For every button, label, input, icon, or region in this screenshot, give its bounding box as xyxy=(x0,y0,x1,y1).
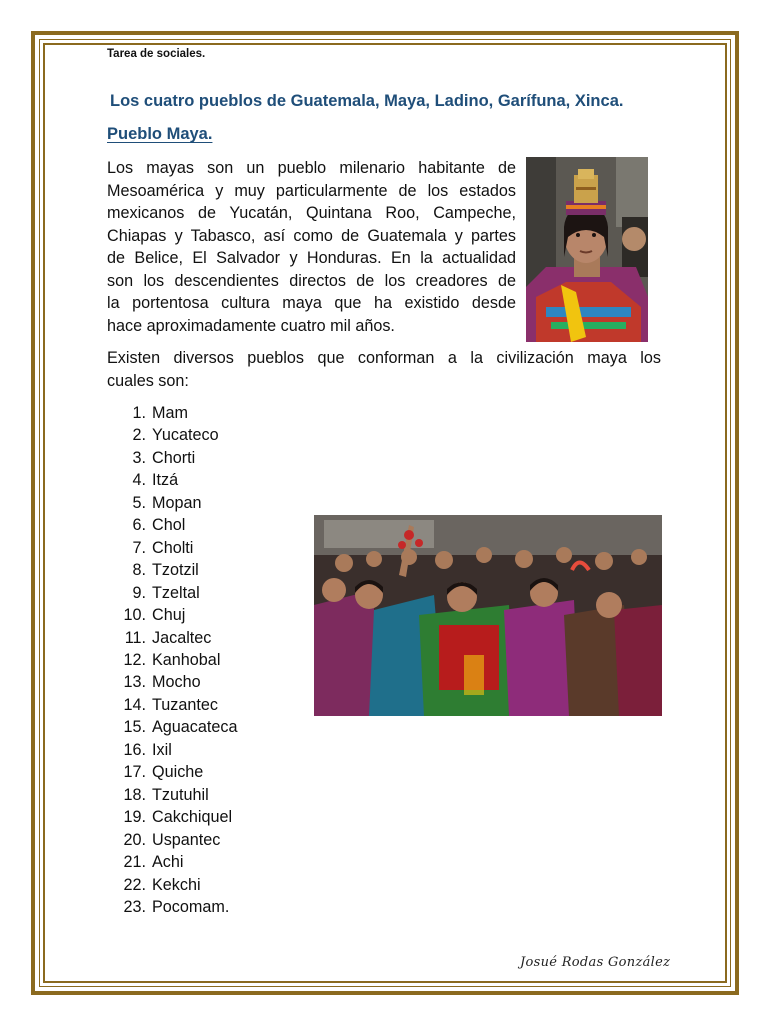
list-item xyxy=(110,829,238,851)
list-item-label: Pocomam. xyxy=(152,897,230,916)
paragraph-line: de Belice, El Salvador y Honduras. En la actualidad xyxy=(107,249,516,267)
list-item xyxy=(110,671,238,693)
list-item-label: Kanhobal xyxy=(152,650,221,669)
list-item-label: Aguacateca xyxy=(152,718,238,737)
list-item-label: Jacaltec xyxy=(152,628,212,647)
list-item xyxy=(110,874,238,896)
list-item-number: 23. xyxy=(123,897,146,916)
list-item-label: Yucateco xyxy=(152,426,219,445)
author-signature: Josué Rodas González xyxy=(520,955,671,970)
list-item-number: 15. xyxy=(123,718,146,737)
list-item-number: 19. xyxy=(123,808,146,827)
list-item-label: Cholti xyxy=(152,538,194,557)
paragraph-line: Los mayas son un pueblo milenario habitante de xyxy=(107,159,516,177)
header-note: Tarea de sociales. xyxy=(107,48,206,60)
list-item-number: 10. xyxy=(123,606,146,625)
pueblos-list xyxy=(110,402,238,918)
list-item xyxy=(110,716,238,738)
list-item-number: 5. xyxy=(132,493,146,512)
list-item-label: Mam xyxy=(152,404,188,422)
list-item-number: 7. xyxy=(132,538,146,557)
list-item-label: Uspantec xyxy=(152,830,221,849)
list-item-number: 20. xyxy=(123,830,146,849)
list-item xyxy=(110,447,238,469)
paragraph-line: Chiapas y Tabasco, así como de Guatemala y partes xyxy=(107,226,516,245)
list-item-number: 1. xyxy=(132,404,146,422)
list-item xyxy=(110,514,238,536)
list-item xyxy=(110,469,238,491)
list-item xyxy=(110,424,238,446)
list-item-label: Quiche xyxy=(152,763,204,782)
list-item-label: Mocho xyxy=(152,673,201,692)
list-item-label: Mopan xyxy=(152,493,202,512)
paragraph-line: son los descendientes directos de los creadores de xyxy=(107,271,516,290)
list-item xyxy=(110,806,238,828)
list-item-label: Itzá xyxy=(152,471,179,490)
list-item xyxy=(110,739,238,761)
list-item xyxy=(110,896,238,918)
list-item-label: Tzutuhil xyxy=(152,785,209,804)
maya-woman-photo xyxy=(526,157,648,342)
list-item xyxy=(110,761,238,783)
list-item-number: 14. xyxy=(123,695,146,714)
intro-paragraph xyxy=(107,157,516,337)
paragraph-line: cuales son: xyxy=(107,371,189,390)
list-item-number: 13. xyxy=(123,673,146,692)
paragraph-line: la portentosa cultura maya que ha existido desde xyxy=(107,294,516,312)
list-item xyxy=(110,649,238,671)
list-item-number: 9. xyxy=(132,583,146,602)
list-item-number: 18. xyxy=(123,785,146,804)
list-item-label: Chuj xyxy=(152,606,186,625)
list-item-label: Ixil xyxy=(152,740,172,759)
list-item xyxy=(110,604,238,626)
list-item xyxy=(110,559,238,581)
list-item-number: 17. xyxy=(123,763,146,782)
list-item-number: 4. xyxy=(132,471,146,490)
list-item-number: 22. xyxy=(123,875,146,894)
list-item-number: 21. xyxy=(123,853,146,872)
list-item xyxy=(110,537,238,559)
list-item xyxy=(110,402,238,424)
pueblos-intro-paragraph xyxy=(107,347,661,392)
page-title: Los cuatro pueblos de Guatemala, Maya, Ladino, Garífuna, Xinca. xyxy=(110,92,624,110)
list-item xyxy=(110,694,238,716)
list-item xyxy=(110,627,238,649)
list-item-number: 3. xyxy=(132,448,146,467)
maya-woman-illustration xyxy=(526,157,648,342)
list-item-number: 16. xyxy=(123,740,146,759)
paragraph-line: Existen diversos pueblos que conforman a la civilización maya los xyxy=(107,349,661,367)
list-item-number: 6. xyxy=(132,516,146,535)
list-item xyxy=(110,784,238,806)
list-item-number: 12. xyxy=(123,650,146,669)
paragraph-line: Mesoamérica y muy particularmente de los estados xyxy=(107,181,516,200)
list-item-label: Tzeltal xyxy=(152,583,200,602)
list-item-number: 11. xyxy=(124,628,146,647)
list-item-label: Kekchi xyxy=(152,875,201,894)
paragraph-line: hace aproximadamente cuatro mil años. xyxy=(107,316,395,335)
list-item xyxy=(110,492,238,514)
list-item xyxy=(110,582,238,604)
list-item-label: Chorti xyxy=(152,448,196,467)
list-item-number: 8. xyxy=(132,561,146,580)
maya-crowd-illustration xyxy=(314,515,662,716)
list-item-label: Chol xyxy=(152,516,186,535)
maya-crowd-photo xyxy=(314,515,662,716)
list-item-label: Tzotzil xyxy=(152,561,199,580)
list-item-number: 2. xyxy=(132,426,146,445)
list-item xyxy=(110,851,238,873)
list-item-label: Cakchiquel xyxy=(152,808,233,827)
list-item-label: Achi xyxy=(152,853,184,872)
list-item-label: Tuzantec xyxy=(152,695,218,714)
section-heading: Pueblo Maya. xyxy=(107,125,213,143)
paragraph-line: mexicanos de Yucatán, Quintana Roo, Campeche, xyxy=(107,204,516,222)
